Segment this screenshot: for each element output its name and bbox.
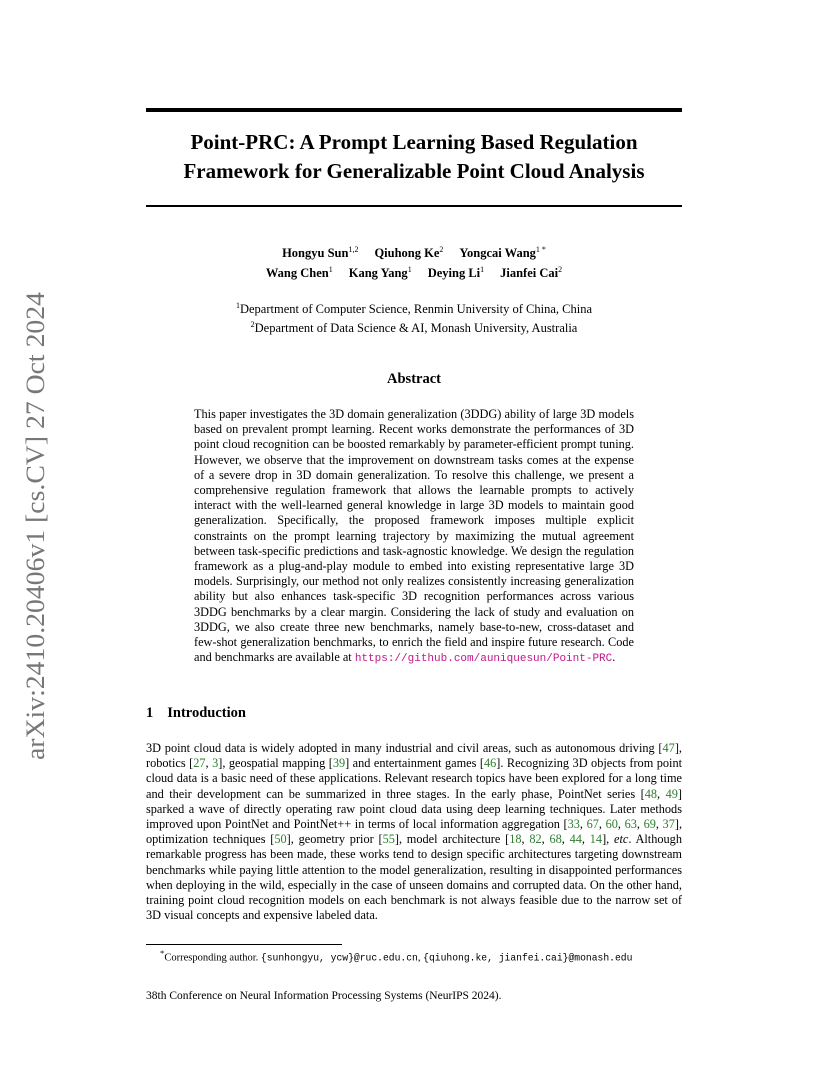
citation-link[interactable]: 3	[212, 756, 219, 771]
arxiv-identifier: arXiv:2410.20406v1 [cs.CV] 27 Oct 2024	[21, 320, 50, 760]
intro-text: ], geospatial mapping [	[218, 756, 333, 771]
author-name: Deying Li$^1$	[427, 265, 485, 281]
author-affiliation-mark: 1	[407, 265, 412, 274]
footnote-email-1[interactable]: {sunhongyu, ycw}@ruc.edu.cn	[260, 952, 418, 964]
citation-link[interactable]: 68	[549, 832, 562, 847]
code-link[interactable]: https://github.com/auniquesun/Point-PRC	[354, 653, 613, 666]
citation-link[interactable]: 49	[665, 786, 678, 801]
intro-text: ,	[655, 817, 663, 832]
intro-text: ,	[657, 786, 666, 801]
intro-text: ] and entertainment games [	[345, 756, 484, 771]
author-affiliation-mark: 1,2	[348, 245, 359, 254]
affiliation-1-text: Department of Computer Science, Renmin University of China, China	[239, 302, 592, 317]
citation-link[interactable]: 82	[529, 832, 542, 847]
author-affiliation-mark: 1 *	[535, 245, 546, 254]
intro-text: ], geometry prior [	[286, 832, 383, 847]
intro-text: ], optimization techniques [	[146, 817, 683, 847]
author-name: Yongcai Wang$^{1 *}$	[459, 245, 546, 261]
footnote-rule	[146, 944, 342, 945]
intro-paragraph	[146, 741, 682, 923]
affiliation-2-mark: 2	[250, 320, 255, 329]
author-affiliation-mark: 1	[328, 265, 333, 274]
author-affiliation-mark: 1	[480, 265, 485, 274]
affiliation-2-text: Department of Data Science & AI, Monash University, Australia	[254, 321, 578, 336]
citation-link[interactable]: 37	[662, 817, 675, 832]
intro-text: ,	[521, 832, 530, 847]
intro-text: ], robotics [	[146, 741, 682, 771]
intro-text: ,	[561, 832, 570, 847]
abstract-end: .	[612, 650, 616, 665]
citation-link[interactable]: 33	[567, 817, 580, 832]
authors-row-2	[146, 260, 682, 283]
author-name: Jianfei Cai$^2$	[500, 265, 563, 281]
intro-text: ,	[617, 817, 625, 832]
intro-text: 3D point cloud data is widely adopted in many industrial and civil areas, such as autonomous driving [	[146, 741, 663, 755]
footnote-prefix: Corresponding author.	[164, 952, 261, 964]
intro-text: ,	[581, 832, 590, 847]
author-name: Wang Chen$^1$	[265, 265, 333, 281]
footnote-email-2[interactable]: {qiuhong.ke, jianfei.cai}@monash.edu	[423, 952, 633, 964]
citation-link[interactable]: 67	[586, 817, 599, 832]
author-name: Qiuhong Ke$^2$	[374, 245, 444, 261]
citation-link[interactable]: 18	[509, 832, 522, 847]
citation-link[interactable]: 63	[624, 817, 637, 832]
title-bottom-rule	[146, 205, 682, 207]
citation-link[interactable]: 44	[569, 832, 582, 847]
title-line-2: Framework for Generalizable Point Cloud Analysis	[183, 159, 645, 183]
affiliation-2	[146, 315, 682, 338]
citation-link[interactable]: 39	[332, 756, 346, 771]
citation-link[interactable]: 50	[274, 832, 287, 847]
intro-text: ,	[598, 817, 606, 832]
citation-link[interactable]: 46	[483, 756, 497, 771]
title-top-rule	[146, 108, 682, 112]
author-name: Hongyu Sun$^{1,2}$	[282, 245, 359, 261]
abstract-body	[194, 407, 634, 667]
arxiv-side-label	[14, 290, 54, 760]
footnote	[160, 948, 632, 964]
intro-text: ] sparked a wave of directly operating raw point cloud data using deep learning techniques. Later methods improved upon PointNet and PointNet++ in terms of local information aggregation [	[146, 786, 682, 832]
intro-text: ,	[636, 817, 644, 832]
author-name: Kang Yang$^1$	[348, 265, 412, 281]
footnote-sep: ,	[417, 952, 424, 964]
citation-link[interactable]: 55	[382, 832, 395, 847]
section-number: 1	[146, 705, 154, 721]
author-affiliation-mark: 2	[558, 265, 563, 274]
intro-text: ,	[579, 817, 587, 832]
abstract-heading: Abstract	[387, 371, 441, 387]
citation-link[interactable]: 48	[644, 786, 658, 801]
intro-text: ,	[541, 832, 550, 847]
intro-text: ]. Recognizing 3D objects from point cloud data is a basic need of these applications. Relevant research topics have been explored for a long time and their development can be summarized in three stages. In the early phase, PointNet series [	[146, 756, 683, 801]
citation-link[interactable]: 47	[662, 741, 675, 755]
citation-link[interactable]: 14	[589, 832, 603, 847]
intro-text: ,	[205, 756, 213, 771]
intro-text: ], model architecture [	[394, 832, 510, 847]
citation-link[interactable]: 60	[605, 817, 618, 832]
section-heading	[146, 705, 246, 722]
citation-link[interactable]: 27	[193, 756, 206, 771]
paper-title	[146, 128, 682, 186]
title-line-1: Point-PRC: A Prompt Learning Based Regulation	[190, 130, 638, 154]
intro-text: ],	[602, 832, 614, 847]
intro-text: . Although remarkable progress has been made, these works tend to design specific architectures targeting downstream benchmarks while paying little attention to the model generalization, resulting in disappointed performances when deploying in the wild, especially in the case of unseen domains and corrupted data. On the other hand, training point cloud recognition models on each benchmark is not always feasible due to the narrow set of 3D visual concepts and expensive labeled data.	[146, 832, 682, 923]
abstract-text: This paper investigates the 3D domain generalization (3DDG) ability of large 3D models based on prevalent prompt learning. Recent works demonstrate the performances of 3D point cloud recognition can be boosted remarkably by parameter-efficient prompt tuning. However, we observe that the improvement on downstream tasks comes at the expense of a severe drop in 3D domain generalization. To resolve this challenge, we present a comprehensive regulation framework that allows the learnable prompts to actively interact with the well-learned general knowledge in large 3D models to maintain good generalization. Specifically, the proposed framework imposes multiple explicit constraints on the prompt learning trajectory by maximizing the mutual agreement between task-specific predictions and task-agnostic knowledge. We design the regulation framework as a plug-and-play module to embed into existing representative large 3D models. Surprisingly, our method not only realizes consistently increasing generalization ability but also enhances task-specific 3D recognition performances across various 3DDG benchmarks by a clear margin. Considering the lack of study and evaluation on 3DDG, we also create three new benchmarks, namely base-to-new, cross-dataset and few-shot generalization benchmarks, to enrich the field and inspire future research. Code and benchmarks are available at	[194, 407, 634, 665]
intro-italic: etc	[614, 832, 629, 847]
citation-link[interactable]: 69	[643, 817, 656, 832]
section-title: Introduction	[167, 705, 246, 721]
affiliation-1-mark: 1	[235, 301, 240, 310]
author-affiliation-mark: 2	[439, 245, 444, 254]
conference-footer: 38th Conference on Neural Information Processing Systems (NeurIPS 2024).	[146, 990, 502, 1002]
footnote-mark: *	[160, 948, 165, 958]
